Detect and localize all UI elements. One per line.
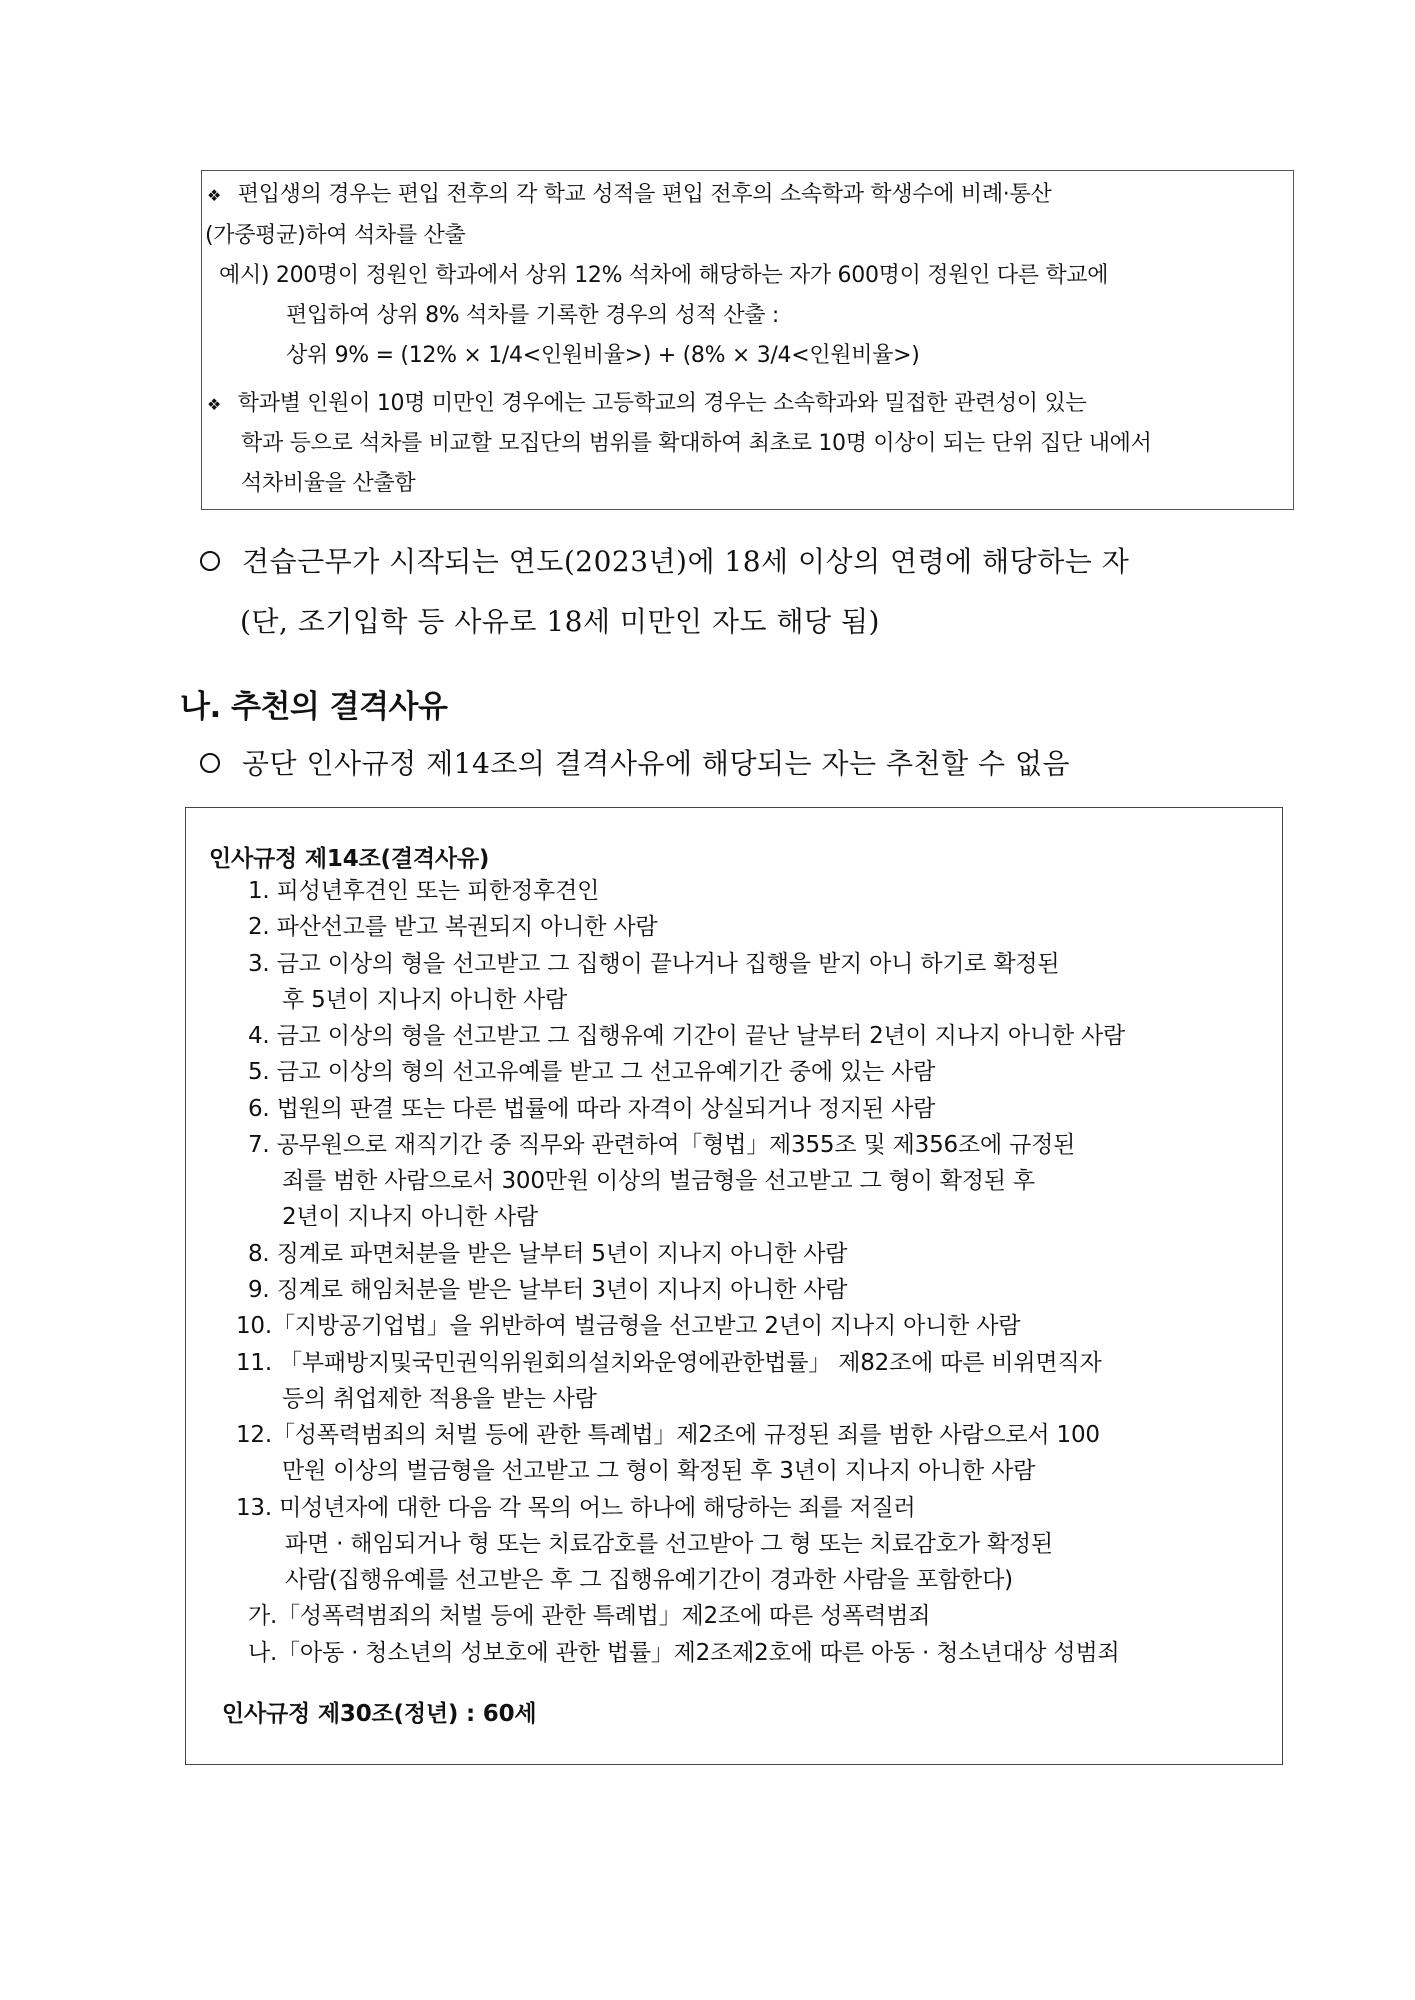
age-line1-row [200, 540, 1129, 580]
example-line2: 편입하여 상위 8% 석차를 기록한 경우의 성적 산출 : [286, 303, 780, 328]
example-line3: 상위 9% = (12% × 1/4<인원비율>) + (8% × 3/4<인원비율>) [286, 343, 920, 368]
bullet2-line3: 석차비율을 산출함 [241, 471, 416, 496]
bullet2-line1-row [207, 390, 1086, 419]
circle-bullet-icon [200, 753, 220, 773]
list-item: 9. 징계로 해임처분을 받은 날부터 3년이 지나지 아니한 사람 [248, 1277, 848, 1303]
age-line1: 견습근무가 시작되는 연도(2023년)에 18세 이상의 연령에 해당하는 자 [242, 545, 1130, 578]
list-item: 1. 피성년후견인 또는 피한정후견인 [248, 878, 600, 904]
bullet1-line1: 편입생의 경우는 편입 전후의 각 학교 성적을 편입 전후의 소속학과 학생수에 비례·통산 [237, 182, 1052, 207]
list-item: 13. 미성년자에 대한 다음 각 목의 어느 하나에 해당하는 죄를 저질러 [236, 1495, 916, 1521]
bullet2-line2: 학과 등으로 석차를 비교할 모집단의 범위를 확대하여 최초로 10명 이상이 되는 단위 집단 내에서 [241, 431, 1152, 456]
list-item: 6. 법원의 판결 또는 다른 법률에 따라 자격이 상실되거나 정지된 사람 [248, 1096, 936, 1122]
list-item: 10.「지방공기업법」을 위반하여 벌금형을 선고받고 2년이 지나지 아니한 사람 [236, 1313, 1021, 1339]
circle-bullet-icon [200, 551, 220, 571]
list-item: 2년이 지나지 아니한 사람 [282, 1204, 538, 1230]
section-line-row [200, 742, 1070, 782]
list-item: 사람(집행유예를 선고받은 후 그 집행유예기간이 경과한 사람을 포함한다) [285, 1567, 1013, 1593]
box2-footer: 인사규정 제30조(정년) : 60세 [222, 1701, 537, 1727]
bullet1-line1-row [207, 181, 1051, 210]
box2-title: 인사규정 제14조(결격사유) [209, 846, 490, 872]
diamond-bullet-icon: ❖ [207, 395, 222, 414]
list-item: 후 5년이 지나지 아니한 사람 [282, 987, 568, 1013]
list-item: 파면 · 해임되거나 형 또는 치료감호를 선고받아 그 형 또는 치료감호가 확정된 [285, 1531, 1053, 1557]
list-item: 등의 취업제한 적용을 받는 사람 [282, 1386, 597, 1412]
list-item: 나.「아동 · 청소년의 성보호에 관한 법률」제2조제2호에 따른 아동 · 청소년대상 성범죄 [248, 1640, 1120, 1666]
list-item: 2. 파산선고를 받고 복권되지 아니한 사람 [248, 914, 658, 940]
list-item: 4. 금고 이상의 형을 선고받고 그 집행유예 기간이 끝난 날부터 2년이 지나지 아니한 사람 [248, 1023, 1126, 1049]
list-item: 12.「성폭력범죄의 처벌 등에 관한 특례법」제2조에 규정된 죄를 범한 사람으로서 100 [236, 1422, 1100, 1448]
list-item: 7. 공무원으로 재직기간 중 직무와 관련하여「형법」제355조 및 제356조에 규정된 [248, 1132, 1076, 1158]
list-item: 만원 이상의 벌금형을 선고받고 그 형이 확정된 후 3년이 지나지 아니한 사람 [282, 1458, 1036, 1484]
list-item: 5. 금고 이상의 형의 선고유예를 받고 그 선고유예기간 중에 있는 사람 [248, 1059, 936, 1085]
bullet2-line1: 학과별 인원이 10명 미만인 경우에는 고등학교의 경우는 소속학과와 밀접한 관련성이 있는 [237, 391, 1087, 416]
list-item: 죄를 범한 사람으로서 300만원 이상의 벌금형을 선고받고 그 형이 확정된 후 [282, 1168, 1035, 1194]
age-line2: (단, 조기입학 등 사유로 18세 미만인 자도 해당 됨) [240, 605, 880, 638]
list-item: 3. 금고 이상의 형을 선고받고 그 집행이 끝나거나 집행을 받지 아니 하기로 확정된 [248, 951, 1060, 977]
transfer-note-box [201, 170, 1294, 510]
diamond-bullet-icon: ❖ [207, 186, 222, 205]
section-heading: 나. 추천의 결격사유 [180, 689, 448, 725]
list-item: 8. 징계로 파면처분을 받은 날부터 5년이 지나지 아니한 사람 [248, 1241, 848, 1267]
example-line1: 예시) 200명이 정원인 학과에서 상위 12% 석차에 해당하는 자가 600명이 정원인 다른 학교에 [219, 263, 1109, 288]
section-line: 공단 인사규정 제14조의 결격사유에 해당되는 자는 추천할 수 없음 [242, 747, 1071, 780]
bullet1-line2: (가중평균)하여 석차를 산출 [205, 223, 466, 248]
list-item: 가.「성폭력범죄의 처벌 등에 관한 특례법」제2조에 따른 성폭력범죄 [248, 1603, 931, 1629]
list-item: 11. 「부패방지및국민권익위원회의설치와운영에관한법률」 제82조에 따른 비위면직자 [236, 1350, 1102, 1376]
